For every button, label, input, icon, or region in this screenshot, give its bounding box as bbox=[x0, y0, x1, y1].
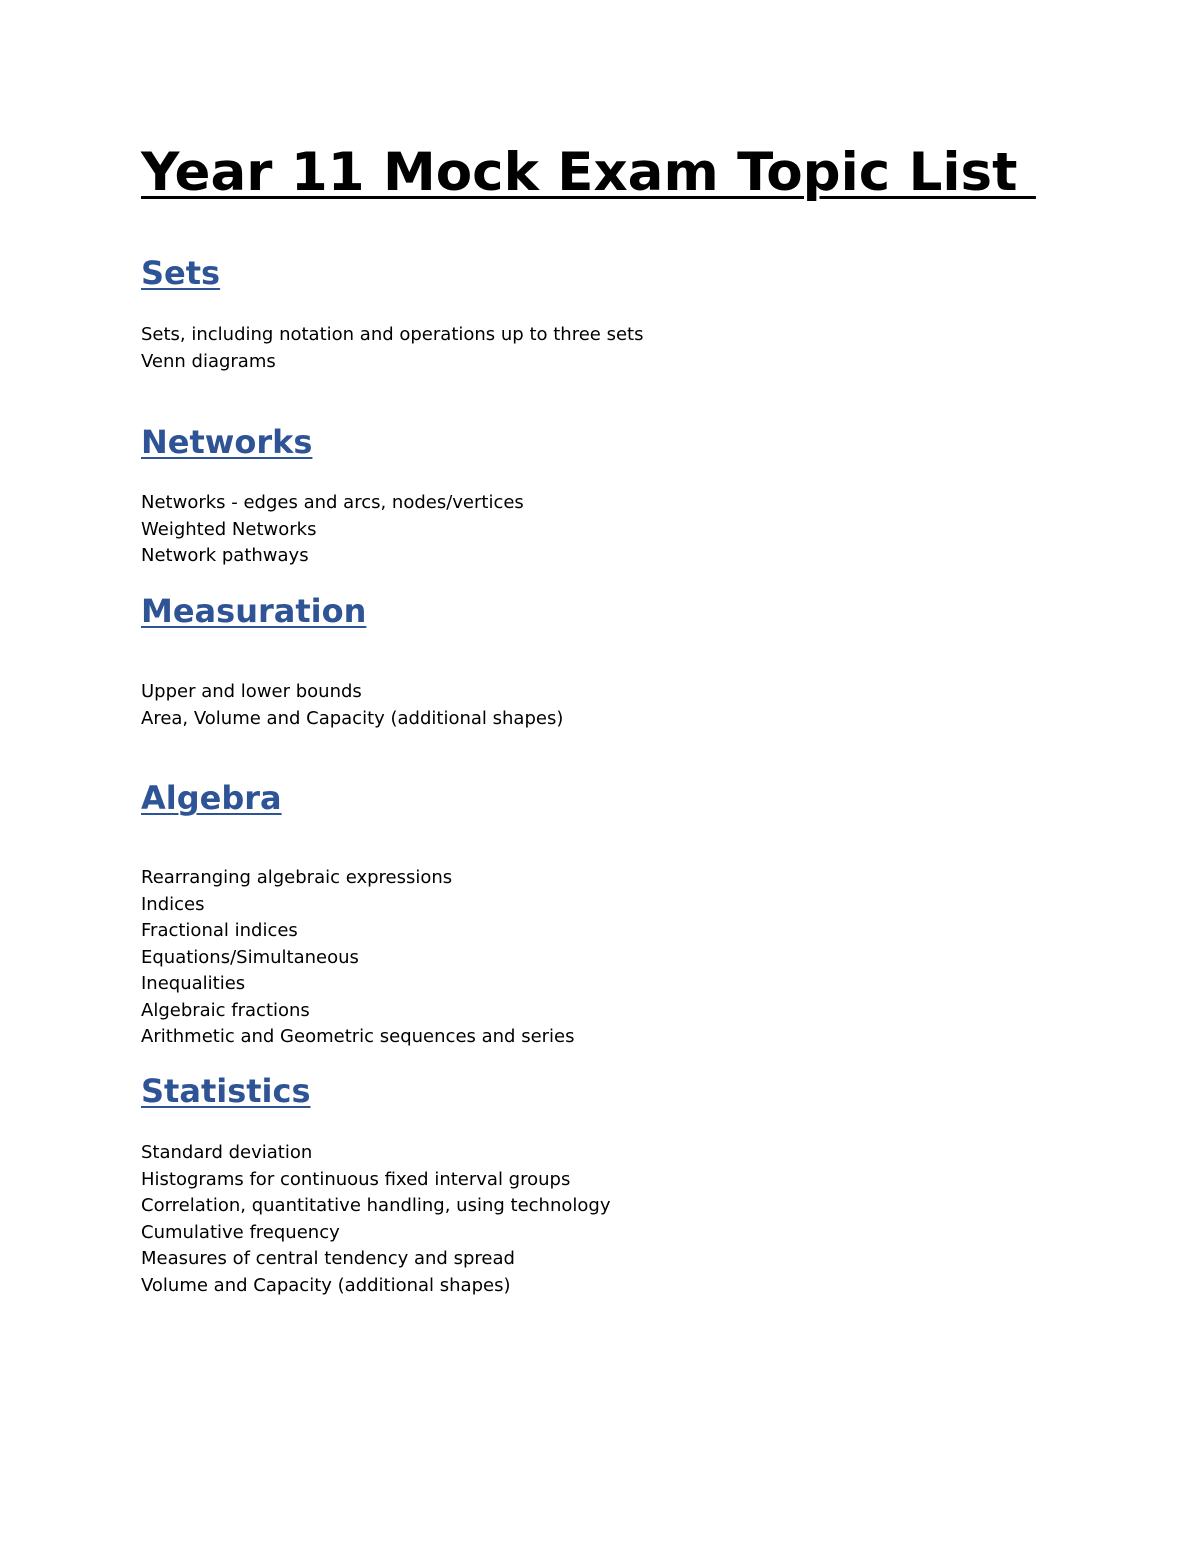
section-networks bbox=[141, 422, 1041, 570]
section-heading-algebra: Algebra bbox=[141, 779, 282, 817]
topic-item: Cumulative frequency bbox=[141, 1221, 340, 1243]
section-heading-measuration: Measuration bbox=[141, 592, 367, 630]
section-measuration bbox=[141, 591, 1041, 732]
topic-item: Algebraic fractions bbox=[141, 999, 310, 1021]
topic-item: Correlation, quantitative handling, using technology bbox=[141, 1195, 611, 1216]
topic-item: Networks - edges and arcs, nodes/vertices bbox=[141, 492, 524, 513]
topic-item: Arithmetic and Geometric sequences and series bbox=[141, 1026, 575, 1047]
topic-list-algebra bbox=[141, 865, 1041, 1051]
topic-item: Area, Volume and Capacity (additional shapes) bbox=[141, 707, 564, 729]
section-algebra bbox=[141, 778, 1041, 1051]
topic-item: Standard deviation bbox=[141, 1142, 313, 1163]
topic-item: Fractional indices bbox=[141, 920, 298, 941]
topic-item: Inequalities bbox=[141, 973, 246, 994]
topic-item: Equations/Simultaneous bbox=[141, 946, 359, 968]
section-statistics bbox=[141, 1071, 1041, 1299]
section-heading-statistics: Statistics bbox=[141, 1072, 311, 1110]
topic-item: Rearranging algebraic expressions bbox=[141, 867, 453, 888]
topic-list-measuration bbox=[141, 679, 1041, 732]
topic-item: Volume and Capacity (additional shapes) bbox=[141, 1274, 511, 1296]
topic-item: Venn diagrams bbox=[141, 350, 276, 372]
topic-item: Network pathways bbox=[141, 545, 309, 566]
page-title: Year 11 Mock Exam Topic List bbox=[141, 142, 1036, 203]
topic-list-statistics bbox=[141, 1140, 1041, 1299]
topic-item: Weighted Networks bbox=[141, 518, 317, 540]
topic-item: Histograms for continuous fixed interval groups bbox=[141, 1168, 571, 1190]
topic-item: Upper and lower bounds bbox=[141, 681, 362, 702]
section-sets bbox=[141, 253, 1041, 375]
topic-item: Measures of central tendency and spread bbox=[141, 1248, 515, 1269]
section-heading-sets: Sets bbox=[141, 254, 221, 292]
topic-item: Indices bbox=[141, 893, 205, 915]
topic-list-sets bbox=[141, 322, 1041, 375]
section-heading-networks: Networks bbox=[141, 423, 313, 461]
topic-item: Sets, including notation and operations up to three sets bbox=[141, 324, 644, 345]
topic-list-networks bbox=[141, 490, 1041, 570]
